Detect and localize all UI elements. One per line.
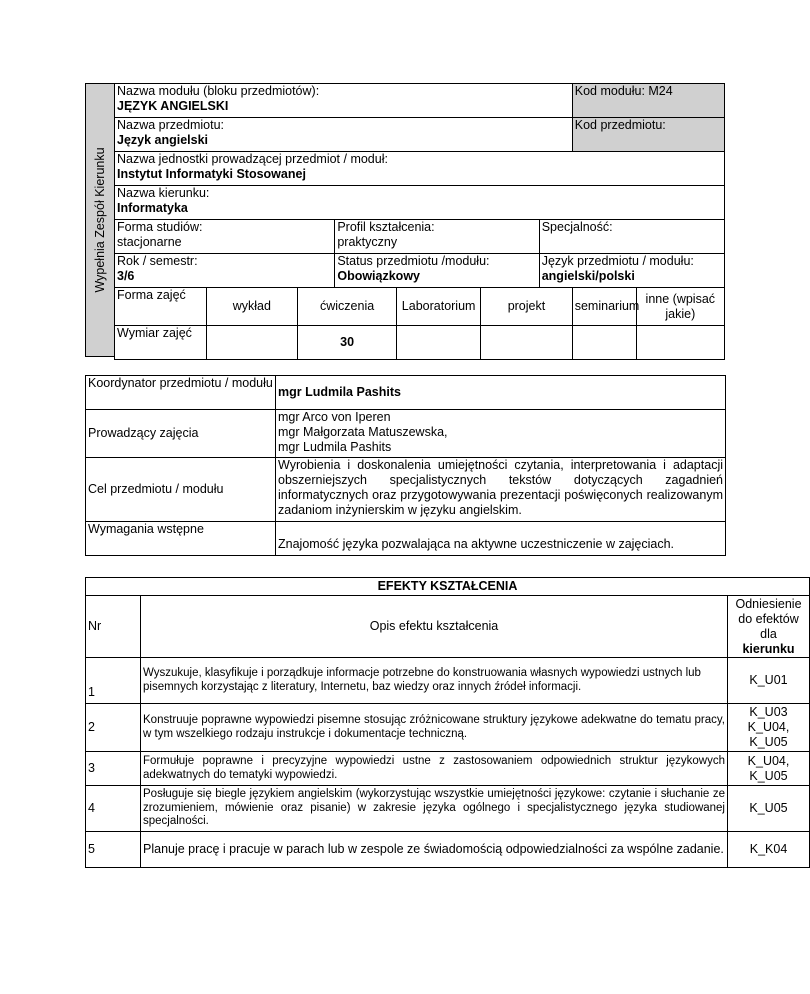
requirements-label: Wymagania wstępne: [86, 522, 276, 556]
subject-name-cell: [115, 118, 573, 152]
profile-value: praktyczny: [337, 235, 398, 249]
outcome-nr: 3: [86, 752, 141, 786]
outcomes-title: EFEKTY KSZTAŁCENIA: [86, 578, 810, 596]
teacher-item: mgr Ludmila Pashits: [278, 440, 392, 454]
outcome-ref: K_U03 K_U04, K_U05: [728, 704, 810, 752]
hours-lecture: [206, 326, 298, 360]
module-name-value: JĘZYK ANGIELSKI: [117, 99, 229, 113]
outcome-ref: K_U01: [728, 658, 810, 704]
unit-label: Nazwa jednostki prowadzącej przedmiot / moduł:: [117, 152, 388, 166]
outcome-ref: K_U05: [728, 786, 810, 832]
module-name-cell: [115, 84, 573, 118]
outcome-nr: 1: [86, 658, 141, 704]
profile-cell: [335, 220, 539, 254]
status-label: Status przedmiotu /modułu:: [337, 254, 490, 268]
class-form-other: inne (wpisać jakie): [636, 288, 724, 326]
table-row: [86, 786, 810, 832]
outcome-desc: Posługuje się biegle językiem angielskim (wykorzystując wszystkie umiejętności językowe: czytanie i słuchanie ze zrozumieniem, mówienie oraz pisanie) w zakresie języka ogólnego i specjalistycznego języka studiowanej specjalności.: [141, 786, 728, 832]
unit-value: Instytut Informatyki Stosowanej: [117, 167, 306, 181]
table-row: [86, 832, 810, 868]
requirements-value: Znajomość języka pozwalająca na aktywne uczestniczenie w zajęciach.: [276, 522, 726, 556]
outcomes-table: [85, 577, 810, 868]
subject-name-label: Nazwa przedmiotu:: [117, 118, 224, 132]
hours-laboratory: [397, 326, 481, 360]
col-ref-header: Odniesienie do efektów dla kierunku: [728, 596, 810, 658]
language-cell: [539, 254, 724, 288]
outcome-nr: 4: [86, 786, 141, 832]
coordination-table: [85, 375, 726, 556]
class-form-seminar: seminarium: [572, 288, 636, 326]
class-form-exercises: ćwiczenia: [298, 288, 397, 326]
year-label: Rok / semestr:: [117, 254, 198, 268]
field-label: Nazwa kierunku:: [117, 186, 210, 200]
profile-label: Profil kształcenia:: [337, 220, 435, 234]
goal-value: Wyrobienia i doskonalenia umiejętności czytania, interpretowania i adaptacji obszerniejszych specjalistycznych tekstów dotyczących zagadnień informatycznych oraz przygotowywania prezentacji poświęconych realizowanym zadaniom inżynierskim w języku angielskim.: [276, 458, 726, 522]
teacher-item: mgr Arco von Iperen: [278, 410, 391, 424]
module-code-label: Kod modułu: M24: [574, 84, 673, 98]
hours-seminar: [572, 326, 636, 360]
outcome-nr: 5: [86, 832, 141, 868]
hours-project: [481, 326, 573, 360]
field-value: Informatyka: [117, 201, 188, 215]
goal-label: Cel przedmiotu / modułu: [86, 458, 276, 522]
class-form-laboratory: Laboratorium: [397, 288, 481, 326]
specialty-label: Specjalność:: [541, 220, 613, 234]
study-form-value: stacjonarne: [117, 235, 182, 249]
hours-other: [636, 326, 724, 360]
teacher-item: mgr Małgorzata Matuszewska,: [278, 425, 448, 439]
subject-name-value: Język angielski: [117, 133, 209, 147]
module-info-table: [114, 83, 725, 360]
study-form-cell: [115, 220, 335, 254]
language-value: angielski/polski: [541, 269, 635, 283]
side-label-bar: [85, 83, 115, 357]
outcome-desc: Wyszukuje, klasyfikuje i porządkuje informacje potrzebne do konstruowania własnych wypowiedzi ustnych lub pisemnych korzystając z literatury, Internetu, baz wiedzy oraz innych źródeł informacji.: [141, 658, 728, 704]
table-row: [86, 658, 810, 704]
subject-code-label: Kod przedmiotu:: [574, 118, 666, 132]
outcome-desc: Konstruuje poprawne wypowiedzi pisemne stosując zróżnicowane struktury językowe adekwatne do tematu pracy, w tym wszelkiego rodzaju instrukcje i dokumentacje techniczną.: [141, 704, 728, 752]
module-name-label: Nazwa modułu (bloku przedmiotów):: [117, 84, 320, 98]
year-value: 3/6: [117, 269, 135, 283]
outcome-ref: K_K04: [728, 832, 810, 868]
teachers-label: Prowadzący zajęcia: [86, 410, 276, 458]
class-form-label: Forma zajęć: [115, 288, 207, 326]
teachers-value: [276, 410, 726, 458]
language-label: Język przedmiotu / modułu:: [541, 254, 694, 268]
hours-label: Wymiar zajęć: [115, 326, 207, 360]
subject-code-cell: [572, 118, 724, 152]
class-form-lecture: wykład: [206, 288, 298, 326]
table-row: [86, 704, 810, 752]
col-desc-header: Opis efektu kształcenia: [141, 596, 728, 658]
unit-cell: [115, 152, 725, 186]
outcome-desc: Formułuje poprawne i precyzyjne wypowiedzi ustne z zastosowaniem odpowiednich struktur językowych adekwatnych do tematyki wypowiedzi.: [141, 752, 728, 786]
outcome-desc: Planuje pracę i pracuje w parach lub w zespole ze świadomością odpowiedzialności za wspólne zadanie.: [141, 832, 728, 868]
module-code-cell: [572, 84, 724, 118]
field-cell: [115, 186, 725, 220]
class-form-project: projekt: [481, 288, 573, 326]
outcome-ref: K_U04, K_U05: [728, 752, 810, 786]
table-row: [86, 752, 810, 786]
hours-exercises: 30: [298, 326, 397, 360]
coordinator-label: Koordynator przedmiotu / modułu: [86, 376, 276, 410]
specialty-cell: [539, 220, 724, 254]
study-form-label: Forma studiów:: [117, 220, 203, 234]
status-cell: [335, 254, 539, 288]
year-cell: [115, 254, 335, 288]
outcome-nr: 2: [86, 704, 141, 752]
side-label: Wypełnia Zespół Kierunku: [93, 147, 107, 293]
col-nr-header: Nr: [86, 596, 141, 658]
status-value: Obowiązkowy: [337, 269, 420, 283]
coordinator-value: mgr Ludmila Pashits: [276, 376, 726, 410]
